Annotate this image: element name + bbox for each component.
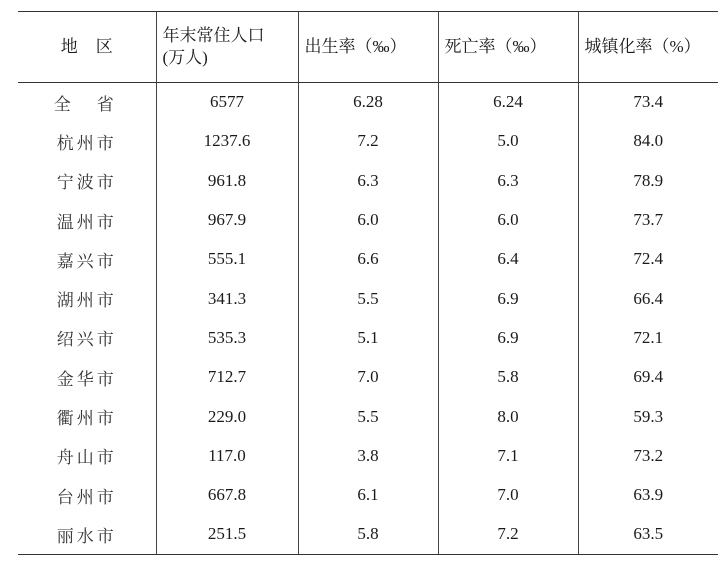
cell-death-rate: 6.3 [438,161,578,200]
cell-urbanization: 63.5 [578,515,718,554]
cell-birth-rate: 7.2 [298,122,438,161]
population-stats-table [18,11,718,555]
header-birth-rate: 出生率（‰） [298,12,438,83]
cell-population: 117.0 [156,436,298,475]
cell-region: 丽水市 [18,515,156,554]
cell-population: 555.1 [156,240,298,279]
table-header [18,12,718,83]
table-body [18,83,718,555]
table-row [18,318,718,357]
cell-birth-rate: 6.1 [298,475,438,514]
cell-birth-rate: 5.5 [298,279,438,318]
table-row [18,83,718,122]
cell-death-rate: 6.0 [438,200,578,239]
cell-birth-rate: 6.3 [298,161,438,200]
cell-urbanization: 63.9 [578,475,718,514]
cell-death-rate: 7.1 [438,436,578,475]
table-row [18,240,718,279]
cell-birth-rate: 5.5 [298,397,438,436]
cell-birth-rate: 5.1 [298,318,438,357]
cell-region: 舟山市 [56,448,117,468]
cell-birth-rate: 5.8 [298,515,438,554]
cell-death-rate: 8.0 [438,397,578,436]
cell-birth-rate: 7.0 [298,358,438,397]
cell-population: 667.8 [156,475,298,514]
table-row [18,436,718,475]
cell-birth-rate: 6.6 [298,240,438,279]
cell-urbanization: 69.4 [578,358,718,397]
header-region: 地区 [18,12,156,83]
cell-region: 金华市 [56,369,117,389]
cell-population: 1237.6 [156,122,298,161]
cell-birth-rate: 6.28 [298,83,438,122]
cell-urbanization: 84.0 [578,122,718,161]
cell-urbanization: 66.4 [578,279,718,318]
header-population [156,12,298,83]
cell-region: 绍兴市 [56,330,117,350]
header-population-label: 年末常住人口 [162,26,265,45]
table-row [18,397,718,436]
cell-death-rate: 6.24 [438,83,578,122]
cell-population: 967.9 [156,200,298,239]
cell-region: 台州市 [56,487,117,507]
cell-region: 全省 [53,94,140,114]
cell-urbanization: 73.7 [578,200,718,239]
cell-death-rate: 5.8 [438,358,578,397]
table-row [18,358,718,397]
table-row [18,200,718,239]
table-row [18,515,718,554]
header-population-unit: (万人) [162,48,208,67]
cell-population: 6577 [156,83,298,122]
cell-death-rate: 5.0 [438,122,578,161]
cell-urbanization: 78.9 [578,161,718,200]
cell-urbanization: 72.1 [578,318,718,357]
table-row [18,161,718,200]
cell-population: 251.5 [156,515,298,554]
cell-death-rate: 6.9 [438,279,578,318]
cell-death-rate: 6.4 [438,240,578,279]
header-death-rate: 死亡率（‰） [438,12,578,83]
cell-population: 961.8 [156,161,298,200]
table-row [18,475,718,514]
cell-population: 712.7 [156,358,298,397]
cell-death-rate: 7.0 [438,475,578,514]
cell-region: 杭州市 [56,133,117,153]
cell-urbanization: 59.3 [578,397,718,436]
cell-population: 229.0 [156,397,298,436]
cell-birth-rate: 3.8 [298,436,438,475]
table-row [18,122,718,161]
cell-urbanization: 73.2 [578,436,718,475]
cell-urbanization: 72.4 [578,240,718,279]
header-urbanization: 城镇化率（%） [578,12,718,83]
cell-population: 341.3 [156,279,298,318]
table-row [18,279,718,318]
cell-region: 湖州市 [56,291,117,311]
cell-death-rate: 6.9 [438,318,578,357]
cell-region: 嘉兴市 [56,251,117,271]
cell-region: 温州市 [56,212,117,232]
cell-region: 宁波市 [56,173,117,193]
cell-region: 衢州市 [56,409,117,429]
header-row [18,12,718,83]
cell-birth-rate: 6.0 [298,200,438,239]
cell-population: 535.3 [156,318,298,357]
cell-urbanization: 73.4 [578,83,718,122]
cell-death-rate: 7.2 [438,515,578,554]
